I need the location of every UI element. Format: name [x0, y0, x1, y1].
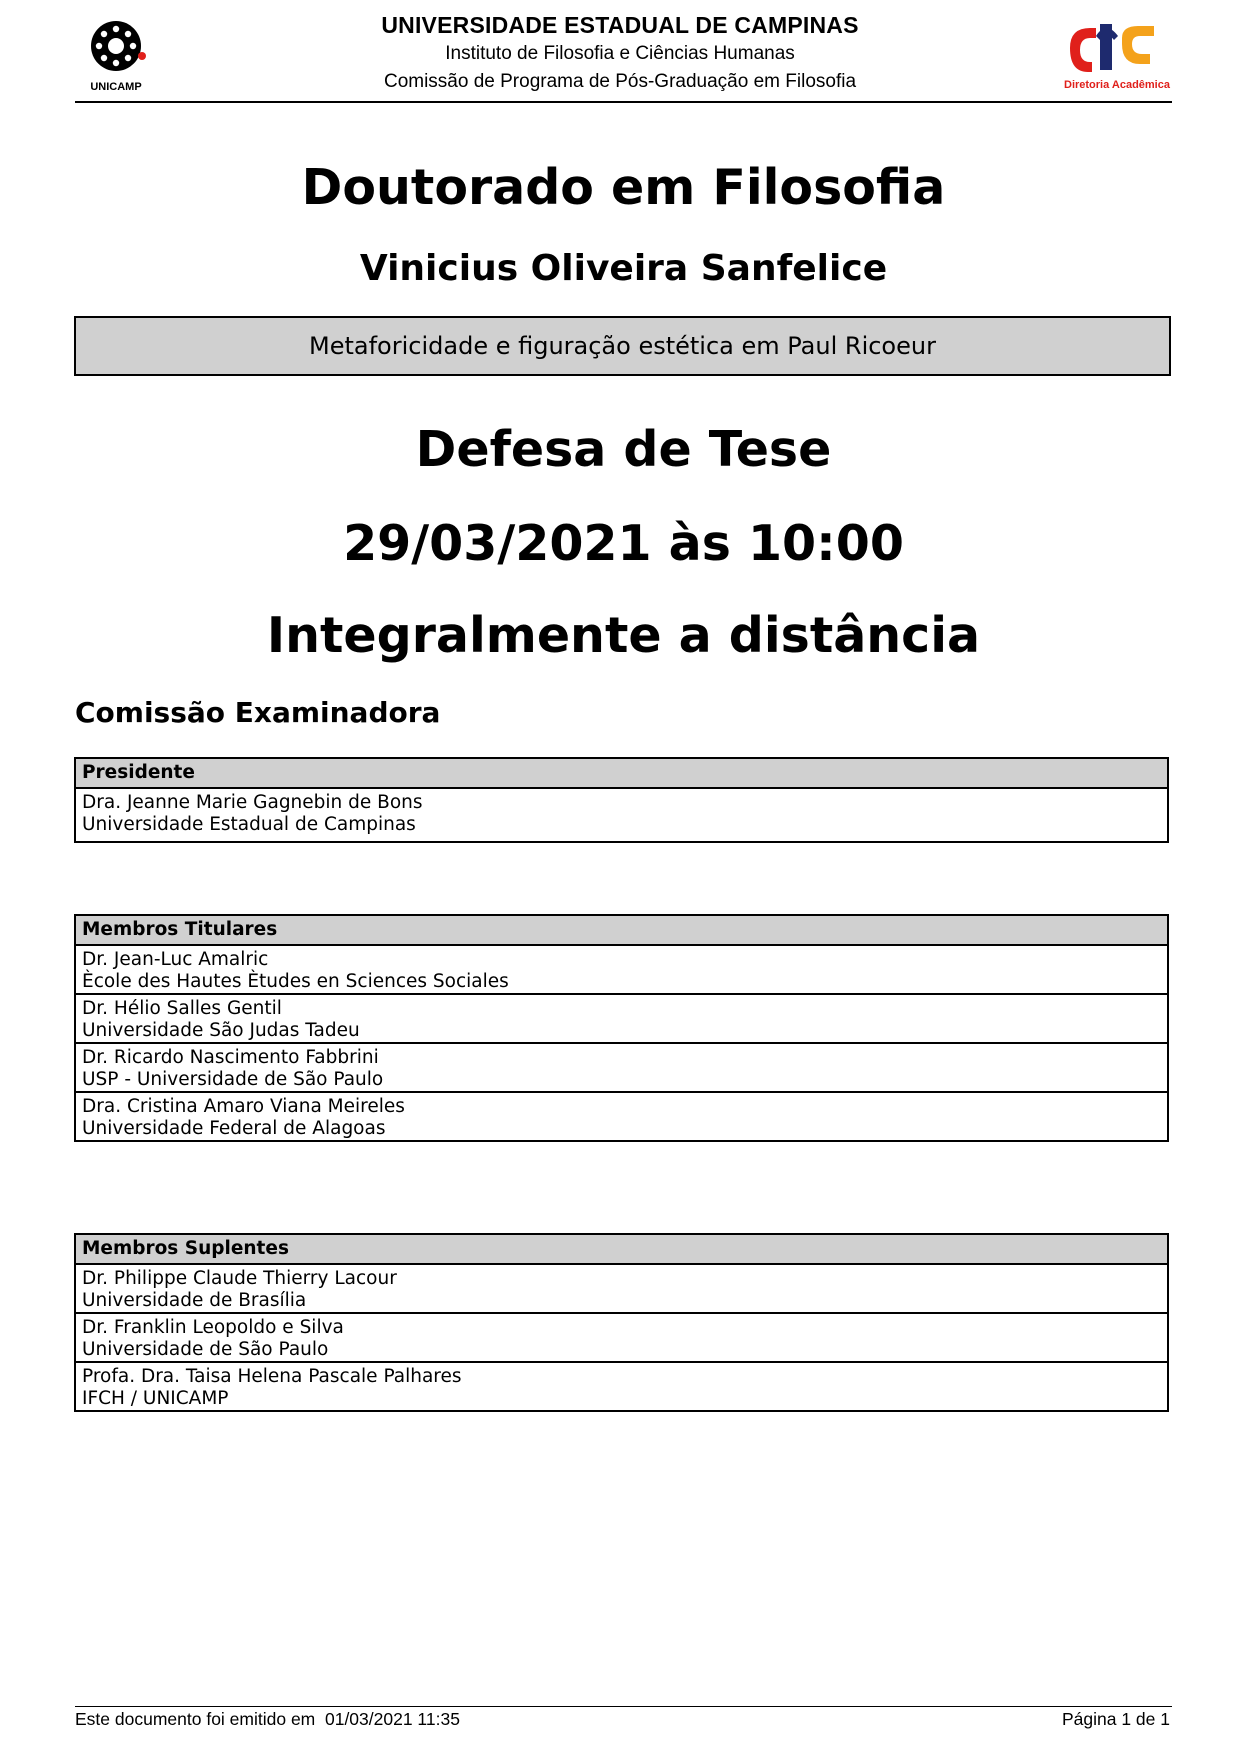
header-divider — [75, 101, 1172, 103]
presidente-header: Presidente — [75, 758, 1168, 788]
member-name: Dr. Jean-Luc Amalric — [82, 949, 269, 970]
event-title: Defesa de Tese — [415, 421, 832, 478]
member-institution: Universidade Estadual de Campinas — [82, 814, 416, 835]
commission-name: Comissão de Programa de Pós-Graduação em Filosofia — [383, 71, 857, 92]
table-row — [75, 994, 1168, 1043]
suplentes-table — [74, 1233, 1169, 1412]
member-name: Dr. Ricardo Nascimento Fabbrini — [82, 1047, 379, 1068]
unicamp-logo-text: UNICAMP — [90, 81, 142, 93]
thesis-title-box — [74, 316, 1171, 376]
university-name: UNIVERSIDADE ESTADUAL DE CAMPINAS — [381, 12, 859, 38]
member-name: Profa. Dra. Taisa Helena Pascale Palhares — [82, 1366, 462, 1387]
titulares-table — [74, 914, 1169, 1142]
member-name: Dra. Cristina Amaro Viana Meireles — [82, 1096, 405, 1117]
dac-logo-text: Diretoria Acadêmica — [1064, 79, 1170, 91]
member-name: Dra. Jeanne Marie Gagnebin de Bons — [82, 792, 423, 813]
table-row — [75, 1362, 1168, 1411]
event-datetime: 29/03/2021 às 10:00 — [343, 515, 904, 572]
institute-name: Instituto de Filosofia e Ciências Humanas — [445, 43, 795, 64]
table-row — [75, 1092, 1168, 1141]
member-institution: IFCH / UNICAMP — [82, 1388, 229, 1409]
thesis-title: Metaforicidade e figuração estética em Paul Ricoeur — [309, 332, 936, 360]
member-institution: Ècole des Hautes Ètudes en Sciences Sociales — [82, 971, 509, 992]
event-mode: Integralmente a distância — [266, 607, 981, 664]
member-institution: Universidade Federal de Alagoas — [82, 1118, 386, 1139]
member-name: Dr. Hélio Salles Gentil — [82, 998, 282, 1019]
member-name: Dr. Philippe Claude Thierry Lacour — [82, 1268, 397, 1289]
footer-divider — [75, 1706, 1172, 1707]
table-row — [75, 945, 1168, 994]
member-institution: USP - Universidade de São Paulo — [82, 1069, 384, 1090]
member-institution: Universidade de São Paulo — [82, 1339, 329, 1360]
table-row — [75, 1043, 1168, 1092]
unicamp-logo — [82, 14, 154, 94]
member-name: Dr. Franklin Leopoldo e Silva — [82, 1317, 344, 1338]
titulares-header: Membros Titulares — [75, 915, 1168, 945]
dac-logo — [1062, 18, 1172, 94]
suplentes-header: Membros Suplentes — [75, 1234, 1168, 1264]
table-row — [75, 1313, 1168, 1362]
header-text-block — [200, 10, 1040, 96]
candidate-name: Vinicius Oliveira Sanfelice — [359, 248, 888, 289]
table-row — [75, 1264, 1168, 1313]
program-title: Doutorado em Filosofia — [301, 159, 946, 216]
page-number: Página 1 de 1 — [1061, 1709, 1170, 1729]
member-institution: Universidade de Brasília — [82, 1290, 307, 1311]
presidente-table — [74, 757, 1169, 843]
committee-heading: Comissão Examinadora — [75, 696, 441, 729]
member-institution: Universidade São Judas Tadeu — [82, 1020, 360, 1041]
table-row — [75, 788, 1168, 842]
issued-timestamp: Este documento foi emitido em 01/03/2021 11:35 — [75, 1709, 460, 1729]
